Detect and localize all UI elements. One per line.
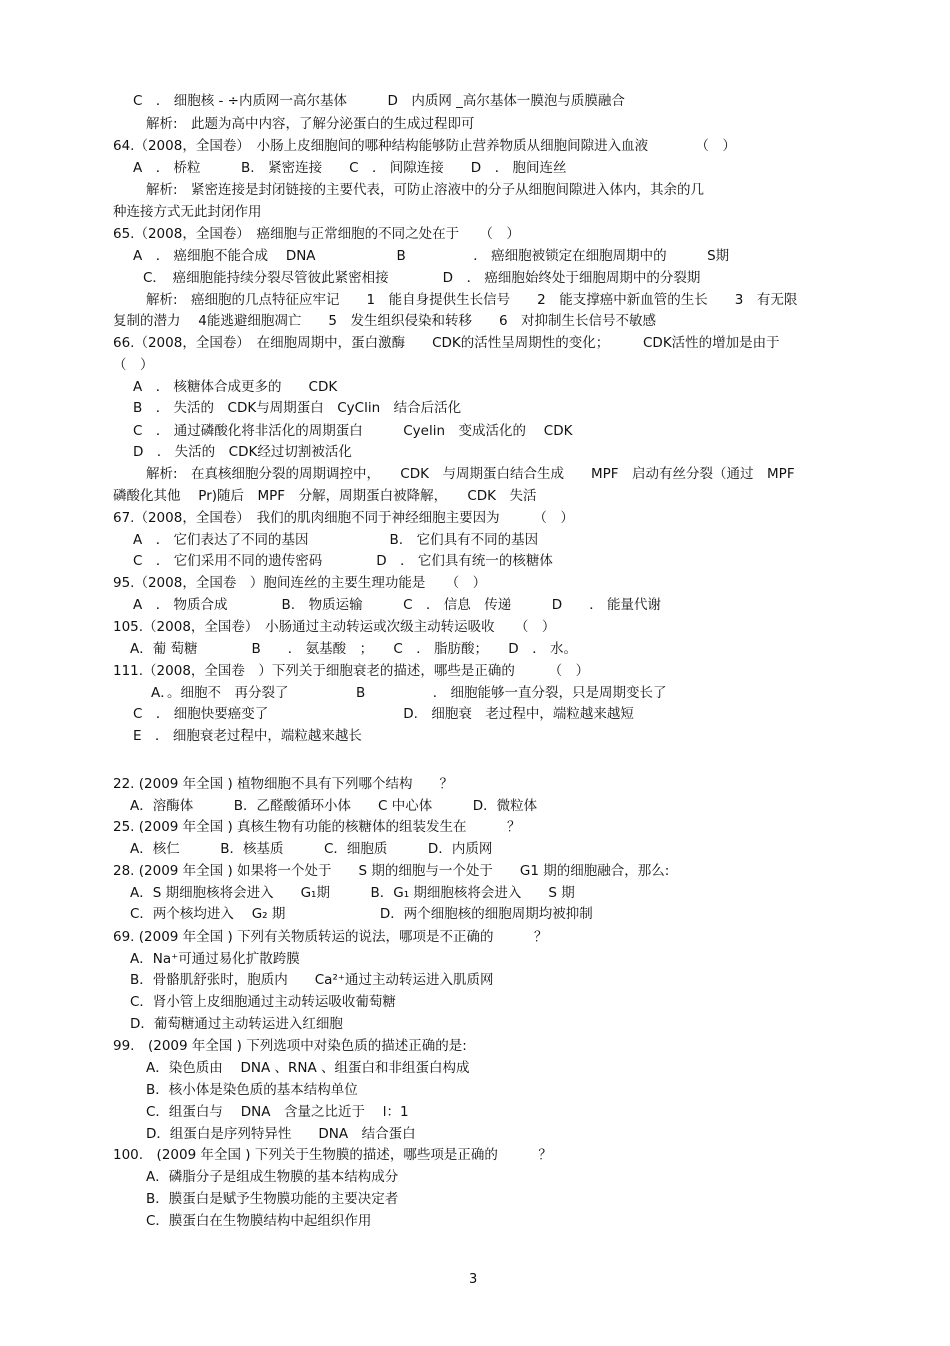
text-line: A ． 物质合成 B. 物质运输 C ． 信息 传递 D ． 能量代谢 bbox=[133, 597, 661, 613]
text-line: 解析: 紧密连接是封闭链接的主要代表，可防止溶液中的分子从细胞间隙进入体内，其余的几 bbox=[146, 182, 705, 198]
text-line: E ． 细胞衰老过程中，端粒越来越长 bbox=[133, 728, 362, 744]
text-line: B ． 失活的 CDK与周期蛋白 CyClin 结合后活化 bbox=[133, 400, 462, 416]
text-line: D．组蛋白是序列特异性 DNA 结合蛋白 bbox=[146, 1126, 416, 1142]
text-line: C ． 它们采用不同的遗传密码 D ． 它们具有统一的核糖体 bbox=[133, 553, 553, 569]
text-line: A ． 它们表达了不同的基因 B. 它们具有不同的基因 bbox=[133, 532, 539, 548]
text-line: C ． 细胞快要癌变了 D. 细胞衰 老过程中，端粒越来越短 bbox=[133, 706, 634, 722]
text-line: A．S 期细胞核将会进入 G₁期 B．G₁ 期细胞核将会进入 S 期 bbox=[130, 885, 575, 901]
text-line: 解析: 在真核细胞分裂的周期调控中， CDK 与周期蛋白结合生成 MPF 启动有丝分裂（通过 MPF bbox=[146, 466, 795, 482]
text-line: 100. (2009 年全国 ) 下列关于生物膜的描述，哪些项是正确的 ？ bbox=[113, 1147, 552, 1163]
text-line: 69. (2009 年全国 ) 下列有关物质转运的说法，哪项是不正确的 ？ bbox=[113, 929, 548, 945]
text-line: A ． 癌细胞不能合成 DNA B ． 癌细胞被锁定在细胞周期中的 S期 bbox=[133, 248, 730, 264]
text-line: B．膜蛋白是赋予生物膜功能的主要决定者 bbox=[146, 1191, 399, 1207]
text-line: A．溶酶体 B．乙醛酸循环小体 C 中心体 D．微粒体 bbox=[130, 798, 538, 814]
text-line: 64.（2008，全国卷） 小肠上皮细胞间的哪种结构能够防止营养物质从细胞间隙进入血液 （ ） bbox=[113, 138, 736, 154]
text-line: 22. (2009 年全国 ) 植物细胞不具有下列哪个结构 ？ bbox=[113, 776, 454, 792]
text-line: A．葡 萄糖 B ． 氨基酸 ； C ． 脂肪酸； D ． 水。 bbox=[130, 641, 577, 657]
text-line: C．组蛋白与 DNA 含量之比近于 l：1 bbox=[146, 1104, 409, 1120]
text-line: A．核仁 B．核基质 C．细胞质 D．内质网 bbox=[130, 841, 493, 857]
text-line: 95.（2008，全国卷 ）胞间连丝的主要生理功能是 （ ） bbox=[113, 575, 487, 591]
text-line: 65.（2008，全国卷） 癌细胞与正常细胞的不同之处在于 （ ） bbox=[113, 226, 520, 242]
text-line: A．。细胞不 再分裂了 B ． 细胞能够一直分裂，只是周期变长了 bbox=[151, 685, 667, 701]
text-line: 99. (2009 年全国 ) 下列选项中对染色质的描述正确的是: bbox=[113, 1038, 467, 1054]
text-line: 28. (2009 年全国 ) 如果将一个处于 S 期的细胞与一个处于 G1 期的细胞融合，那么: bbox=[113, 863, 670, 879]
text-line: 25. (2009 年全国 ) 真核生物有功能的核糖体的组装发生在 ？ bbox=[113, 819, 521, 835]
text-line: A ． 桥粒 B. 紧密连接 C ． 间隙连接 D ． 胞间连丝 bbox=[133, 160, 567, 176]
text-line: B．骨骼肌舒张时，胞质内 Ca²⁺通过主动转运进入肌质网 bbox=[130, 972, 494, 988]
text-line: 解析: 癌细胞的几点特征应牢记 1 能自身提供生长信号 2 能支撑癌中新血管的生长 3 有无限 bbox=[146, 292, 798, 308]
page-number: 3 bbox=[469, 1272, 478, 1287]
text-line: C．膜蛋白在生物膜结构中起组织作用 bbox=[146, 1213, 372, 1229]
text-line: 111.（2008，全国卷 ）下列关于细胞衰老的描述，哪些是正确的 （ ） bbox=[113, 663, 590, 679]
text-line: A．Na⁺可通过易化扩散跨膜 bbox=[130, 951, 300, 967]
text-line: C ． 细胞核 - ÷内质网一高尔基体 D 内质网 _高尔基体一膜泡与质膜融合 bbox=[133, 93, 625, 109]
text-line: C．两个核均进入 G₂ 期 D．两个细胞核的细胞周期均被抑制 bbox=[130, 906, 593, 922]
text-line: 67.（2008，全国卷） 我们的肌肉细胞不同于神经细胞主要因为 （ ） bbox=[113, 510, 574, 526]
text-line: D．葡萄糖通过主动转运进入红细胞 bbox=[130, 1016, 343, 1032]
text-line: 解析: 此题为高中内容，了解分泌蛋白的生成过程即可 bbox=[146, 116, 475, 132]
text-line: D ． 失活的 CDK经过切割被活化 bbox=[133, 444, 352, 460]
text-line: A ． 核糖体合成更多的 CDK bbox=[133, 379, 338, 395]
text-line: C ． 通过磷酸化将非活化的周期蛋白 Cyelin 变成活化的 CDK bbox=[133, 423, 573, 439]
text-line: A．磷脂分子是组成生物膜的基本结构成分 bbox=[146, 1169, 399, 1185]
text-line: （ ） bbox=[113, 357, 154, 373]
text-line: 66.（2008，全国卷） 在细胞周期中，蛋白激酶 CDK的活性呈周期性的变化； CDK活性的增加是由于 bbox=[113, 335, 780, 351]
text-line: B．核小体是染色质的基本结构单位 bbox=[146, 1082, 358, 1098]
text-line: 磷酸化其他 Pr)随后 MPF 分解，周期蛋白被降解， CDK 失活 bbox=[113, 488, 537, 504]
text-line: 105.（2008，全国卷） 小肠通过主动转运或次级主动转运吸收 （ ） bbox=[113, 619, 556, 635]
text-line: C．肾小管上皮细胞通过主动转运吸收葡萄糖 bbox=[130, 994, 396, 1010]
text-line: A．染色质由 DNA 、RNA 、组蛋白和非组蛋白构成 bbox=[146, 1060, 470, 1076]
text-line: 种连接方式无此封闭作用 bbox=[113, 204, 262, 220]
text-line: 复制的潜力 4能逃避细胞凋亡 5 发生组织侵染和转移 6 对抑制生长信号不敏感 bbox=[113, 313, 657, 329]
text-line: C． 癌细胞能持续分裂尽管彼此紧密相接 D ． 癌细胞始终处于细胞周期中的分裂期 bbox=[143, 270, 701, 286]
